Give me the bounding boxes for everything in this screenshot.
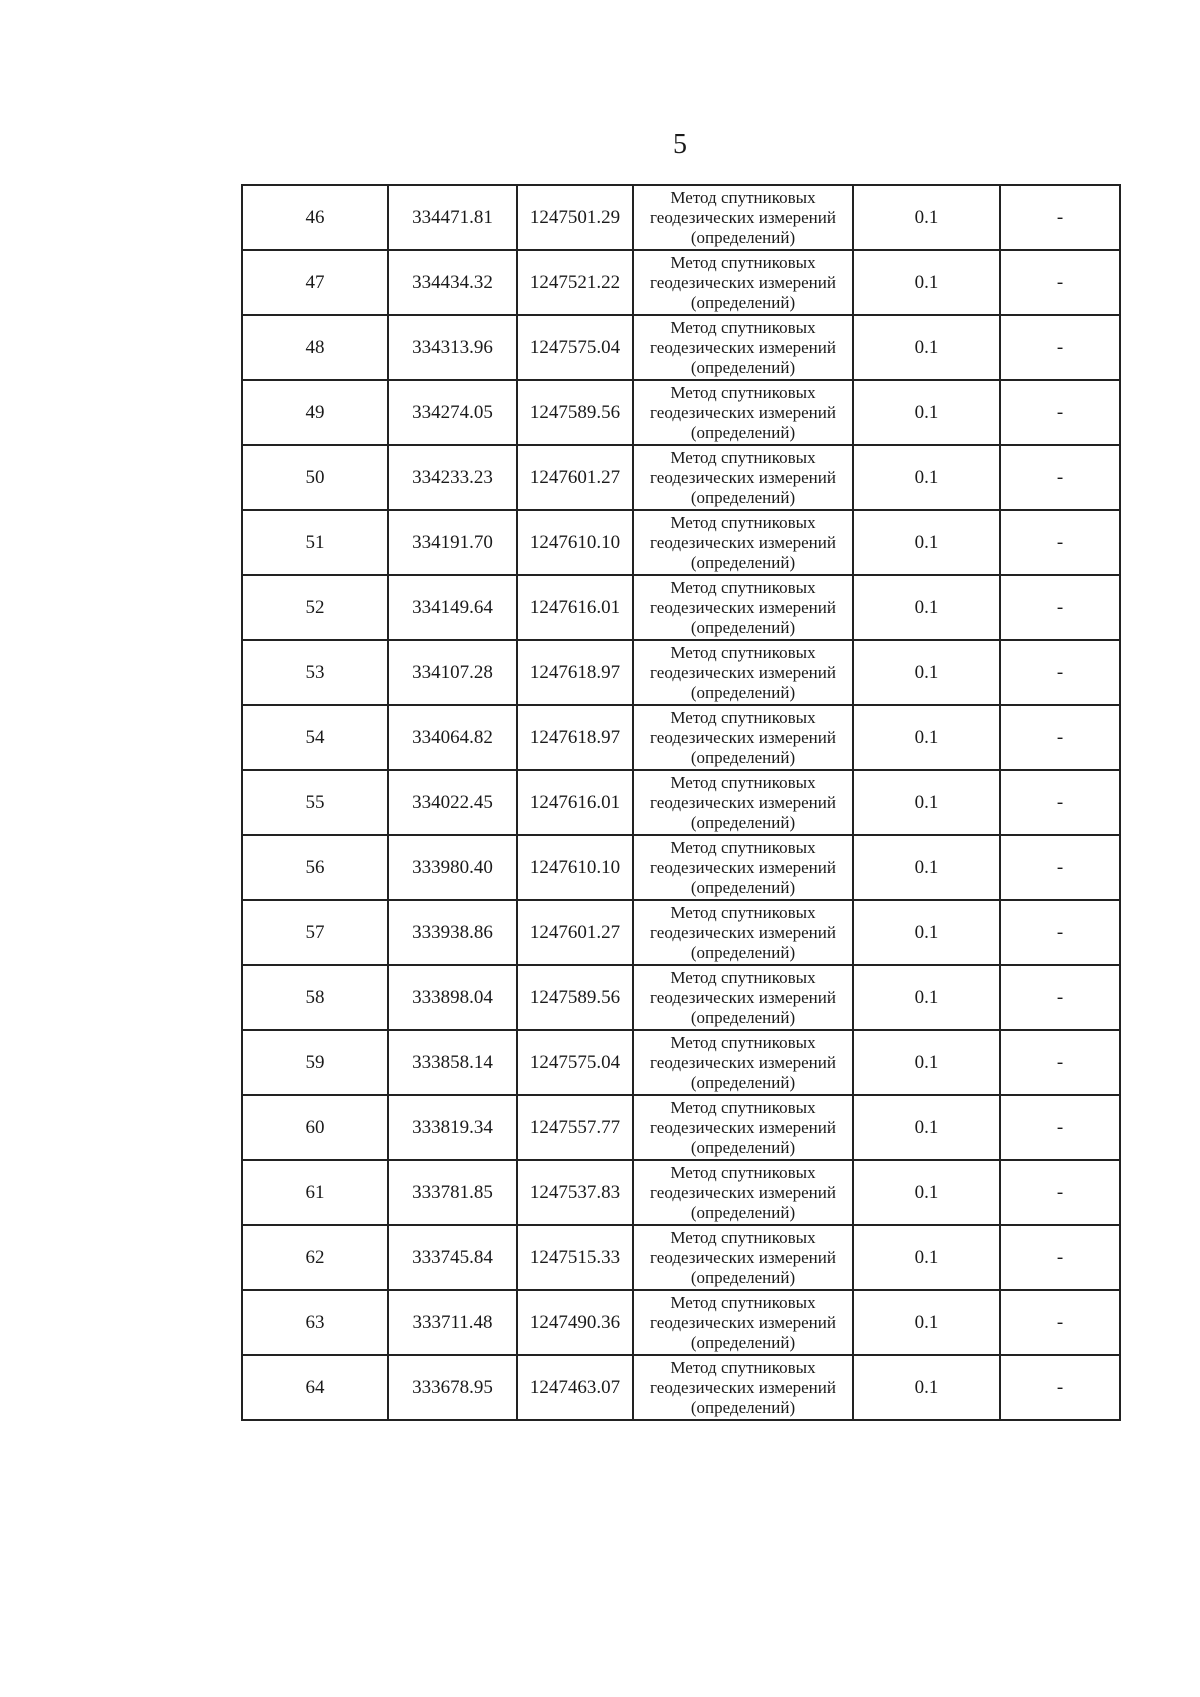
method-line: Метод спутниковых xyxy=(670,1227,816,1247)
method-line: геодезических измерений xyxy=(650,272,836,292)
extra-cell: - xyxy=(1000,510,1120,575)
y-coordinate-cell: 1247610.10 xyxy=(517,510,633,575)
method-line: Метод спутниковых xyxy=(670,1357,816,1377)
method-cell xyxy=(633,1290,853,1355)
accuracy-cell: 0.1 xyxy=(853,575,1000,640)
method-line: геодезических измерений xyxy=(650,857,836,877)
x-coordinate-cell: 333745.84 xyxy=(388,1225,517,1290)
extra-cell: - xyxy=(1000,1355,1120,1420)
table-row xyxy=(242,1225,1120,1290)
y-coordinate-cell: 1247618.97 xyxy=(517,705,633,770)
method-cell xyxy=(633,575,853,640)
x-coordinate-cell: 334191.70 xyxy=(388,510,517,575)
accuracy-cell: 0.1 xyxy=(853,185,1000,250)
y-coordinate-cell: 1247601.27 xyxy=(517,445,633,510)
method-line: (определений) xyxy=(690,1332,796,1352)
method-line: геодезических измерений xyxy=(650,922,836,942)
point-number-cell: 51 xyxy=(242,510,388,575)
method-line: геодезических измерений xyxy=(650,467,836,487)
method-line: (определений) xyxy=(690,487,796,507)
method-line: геодезических измерений xyxy=(650,1312,836,1332)
method-line: (определений) xyxy=(690,292,796,312)
method-cell xyxy=(633,770,853,835)
method-line: геодезических измерений xyxy=(650,1247,836,1267)
method-line: (определений) xyxy=(690,552,796,572)
extra-cell: - xyxy=(1000,835,1120,900)
x-coordinate-cell: 334274.05 xyxy=(388,380,517,445)
method-cell xyxy=(633,380,853,445)
y-coordinate-cell: 1247463.07 xyxy=(517,1355,633,1420)
point-number-cell: 64 xyxy=(242,1355,388,1420)
x-coordinate-cell: 334233.23 xyxy=(388,445,517,510)
accuracy-cell: 0.1 xyxy=(853,1355,1000,1420)
method-line: геодезических измерений xyxy=(650,1182,836,1202)
point-number-cell: 48 xyxy=(242,315,388,380)
accuracy-cell: 0.1 xyxy=(853,835,1000,900)
point-number-cell: 63 xyxy=(242,1290,388,1355)
y-coordinate-cell: 1247557.77 xyxy=(517,1095,633,1160)
method-line: геодезических измерений xyxy=(650,337,836,357)
method-cell xyxy=(633,510,853,575)
method-cell xyxy=(633,1095,853,1160)
accuracy-cell: 0.1 xyxy=(853,1290,1000,1355)
x-coordinate-cell: 333781.85 xyxy=(388,1160,517,1225)
method-line: (определений) xyxy=(690,877,796,897)
method-line: Метод спутниковых xyxy=(670,642,816,662)
method-cell xyxy=(633,1030,853,1095)
method-cell xyxy=(633,250,853,315)
y-coordinate-cell: 1247616.01 xyxy=(517,770,633,835)
method-line: Метод спутниковых xyxy=(670,577,816,597)
method-line: (определений) xyxy=(690,1397,796,1417)
x-coordinate-cell: 334313.96 xyxy=(388,315,517,380)
point-number-cell: 53 xyxy=(242,640,388,705)
x-coordinate-cell: 334149.64 xyxy=(388,575,517,640)
point-number-cell: 58 xyxy=(242,965,388,1030)
method-line: геодезических измерений xyxy=(650,402,836,422)
method-line: геодезических измерений xyxy=(650,662,836,682)
y-coordinate-cell: 1247501.29 xyxy=(517,185,633,250)
method-line: Метод спутниковых xyxy=(670,252,816,272)
method-line: Метод спутниковых xyxy=(670,1097,816,1117)
method-cell xyxy=(633,640,853,705)
x-coordinate-cell: 333980.40 xyxy=(388,835,517,900)
accuracy-cell: 0.1 xyxy=(853,1160,1000,1225)
point-number-cell: 54 xyxy=(242,705,388,770)
table-row xyxy=(242,1355,1120,1420)
y-coordinate-cell: 1247618.97 xyxy=(517,640,633,705)
method-line: (определений) xyxy=(690,942,796,962)
y-coordinate-cell: 1247575.04 xyxy=(517,315,633,380)
extra-cell: - xyxy=(1000,640,1120,705)
method-cell xyxy=(633,835,853,900)
y-coordinate-cell: 1247589.56 xyxy=(517,380,633,445)
table-row xyxy=(242,965,1120,1030)
x-coordinate-cell: 333938.86 xyxy=(388,900,517,965)
method-line: (определений) xyxy=(690,617,796,637)
extra-cell: - xyxy=(1000,1225,1120,1290)
method-line: геодезических измерений xyxy=(650,532,836,552)
method-cell xyxy=(633,1225,853,1290)
point-number-cell: 59 xyxy=(242,1030,388,1095)
accuracy-cell: 0.1 xyxy=(853,380,1000,445)
accuracy-cell: 0.1 xyxy=(853,640,1000,705)
y-coordinate-cell: 1247521.22 xyxy=(517,250,633,315)
extra-cell: - xyxy=(1000,445,1120,510)
method-line: Метод спутниковых xyxy=(670,447,816,467)
method-line: геодезических измерений xyxy=(650,987,836,1007)
method-line: Метод спутниковых xyxy=(670,512,816,532)
point-number-cell: 61 xyxy=(242,1160,388,1225)
method-line: геодезических измерений xyxy=(650,1052,836,1072)
y-coordinate-cell: 1247515.33 xyxy=(517,1225,633,1290)
x-coordinate-cell: 334022.45 xyxy=(388,770,517,835)
extra-cell: - xyxy=(1000,575,1120,640)
accuracy-cell: 0.1 xyxy=(853,250,1000,315)
extra-cell: - xyxy=(1000,1095,1120,1160)
table-row xyxy=(242,315,1120,380)
point-number-cell: 55 xyxy=(242,770,388,835)
accuracy-cell: 0.1 xyxy=(853,1225,1000,1290)
method-line: (определений) xyxy=(690,422,796,442)
y-coordinate-cell: 1247537.83 xyxy=(517,1160,633,1225)
table-row xyxy=(242,1095,1120,1160)
table-row xyxy=(242,510,1120,575)
method-line: Метод спутниковых xyxy=(670,772,816,792)
method-line: Метод спутниковых xyxy=(670,382,816,402)
accuracy-cell: 0.1 xyxy=(853,965,1000,1030)
method-line: (определений) xyxy=(690,747,796,767)
method-line: Метод спутниковых xyxy=(670,837,816,857)
method-line: геодезических измерений xyxy=(650,597,836,617)
method-cell xyxy=(633,1160,853,1225)
x-coordinate-cell: 333819.34 xyxy=(388,1095,517,1160)
extra-cell: - xyxy=(1000,900,1120,965)
method-line: геодезических измерений xyxy=(650,1377,836,1397)
table-row xyxy=(242,575,1120,640)
accuracy-cell: 0.1 xyxy=(853,1030,1000,1095)
method-line: Метод спутниковых xyxy=(670,187,816,207)
x-coordinate-cell: 333711.48 xyxy=(388,1290,517,1355)
accuracy-cell: 0.1 xyxy=(853,445,1000,510)
x-coordinate-cell: 334107.28 xyxy=(388,640,517,705)
method-line: (определений) xyxy=(690,682,796,702)
point-number-cell: 56 xyxy=(242,835,388,900)
y-coordinate-cell: 1247616.01 xyxy=(517,575,633,640)
coordinates-table-body xyxy=(242,185,1120,1420)
method-line: (определений) xyxy=(690,1202,796,1222)
accuracy-cell: 0.1 xyxy=(853,1095,1000,1160)
extra-cell: - xyxy=(1000,380,1120,445)
method-line: Метод спутниковых xyxy=(670,1032,816,1052)
method-cell xyxy=(633,445,853,510)
point-number-cell: 62 xyxy=(242,1225,388,1290)
method-line: (определений) xyxy=(690,1267,796,1287)
point-number-cell: 47 xyxy=(242,250,388,315)
y-coordinate-cell: 1247601.27 xyxy=(517,900,633,965)
method-line: (определений) xyxy=(690,1072,796,1092)
table-row xyxy=(242,705,1120,770)
extra-cell: - xyxy=(1000,965,1120,1030)
method-line: (определений) xyxy=(690,227,796,247)
extra-cell: - xyxy=(1000,1030,1120,1095)
x-coordinate-cell: 334064.82 xyxy=(388,705,517,770)
table-row xyxy=(242,185,1120,250)
extra-cell: - xyxy=(1000,1160,1120,1225)
method-line: геодезических измерений xyxy=(650,792,836,812)
x-coordinate-cell: 333898.04 xyxy=(388,965,517,1030)
x-coordinate-cell: 334471.81 xyxy=(388,185,517,250)
method-line: геодезических измерений xyxy=(650,207,836,227)
accuracy-cell: 0.1 xyxy=(853,315,1000,380)
y-coordinate-cell: 1247490.36 xyxy=(517,1290,633,1355)
extra-cell: - xyxy=(1000,250,1120,315)
table-row xyxy=(242,1290,1120,1355)
table-row xyxy=(242,900,1120,965)
method-line: Метод спутниковых xyxy=(670,967,816,987)
method-line: геодезических измерений xyxy=(650,1117,836,1137)
point-number-cell: 52 xyxy=(242,575,388,640)
method-line: Метод спутниковых xyxy=(670,902,816,922)
method-cell xyxy=(633,965,853,1030)
coordinates-table xyxy=(241,184,1121,1421)
accuracy-cell: 0.1 xyxy=(853,770,1000,835)
extra-cell: - xyxy=(1000,1290,1120,1355)
y-coordinate-cell: 1247589.56 xyxy=(517,965,633,1030)
point-number-cell: 57 xyxy=(242,900,388,965)
method-line: Метод спутниковых xyxy=(670,1162,816,1182)
method-cell xyxy=(633,900,853,965)
table-row xyxy=(242,770,1120,835)
table-row xyxy=(242,445,1120,510)
page-number: 5 xyxy=(673,129,687,160)
extra-cell: - xyxy=(1000,185,1120,250)
method-cell xyxy=(633,705,853,770)
table-row xyxy=(242,640,1120,705)
table-row xyxy=(242,1030,1120,1095)
method-line: (определений) xyxy=(690,1007,796,1027)
method-cell xyxy=(633,185,853,250)
method-cell xyxy=(633,1355,853,1420)
method-line: Метод спутниковых xyxy=(670,317,816,337)
method-line: (определений) xyxy=(690,1137,796,1157)
x-coordinate-cell: 334434.32 xyxy=(388,250,517,315)
method-line: геодезических измерений xyxy=(650,727,836,747)
point-number-cell: 46 xyxy=(242,185,388,250)
method-cell xyxy=(633,315,853,380)
extra-cell: - xyxy=(1000,705,1120,770)
extra-cell: - xyxy=(1000,770,1120,835)
table-row xyxy=(242,835,1120,900)
x-coordinate-cell: 333678.95 xyxy=(388,1355,517,1420)
accuracy-cell: 0.1 xyxy=(853,900,1000,965)
point-number-cell: 49 xyxy=(242,380,388,445)
extra-cell: - xyxy=(1000,315,1120,380)
method-line: (определений) xyxy=(690,357,796,377)
y-coordinate-cell: 1247575.04 xyxy=(517,1030,633,1095)
method-line: (определений) xyxy=(690,812,796,832)
table-row xyxy=(242,1160,1120,1225)
table-row xyxy=(242,380,1120,445)
point-number-cell: 60 xyxy=(242,1095,388,1160)
method-line: Метод спутниковых xyxy=(670,707,816,727)
y-coordinate-cell: 1247610.10 xyxy=(517,835,633,900)
x-coordinate-cell: 333858.14 xyxy=(388,1030,517,1095)
point-number-cell: 50 xyxy=(242,445,388,510)
table-row xyxy=(242,250,1120,315)
method-line: Метод спутниковых xyxy=(670,1292,816,1312)
accuracy-cell: 0.1 xyxy=(853,510,1000,575)
accuracy-cell: 0.1 xyxy=(853,705,1000,770)
